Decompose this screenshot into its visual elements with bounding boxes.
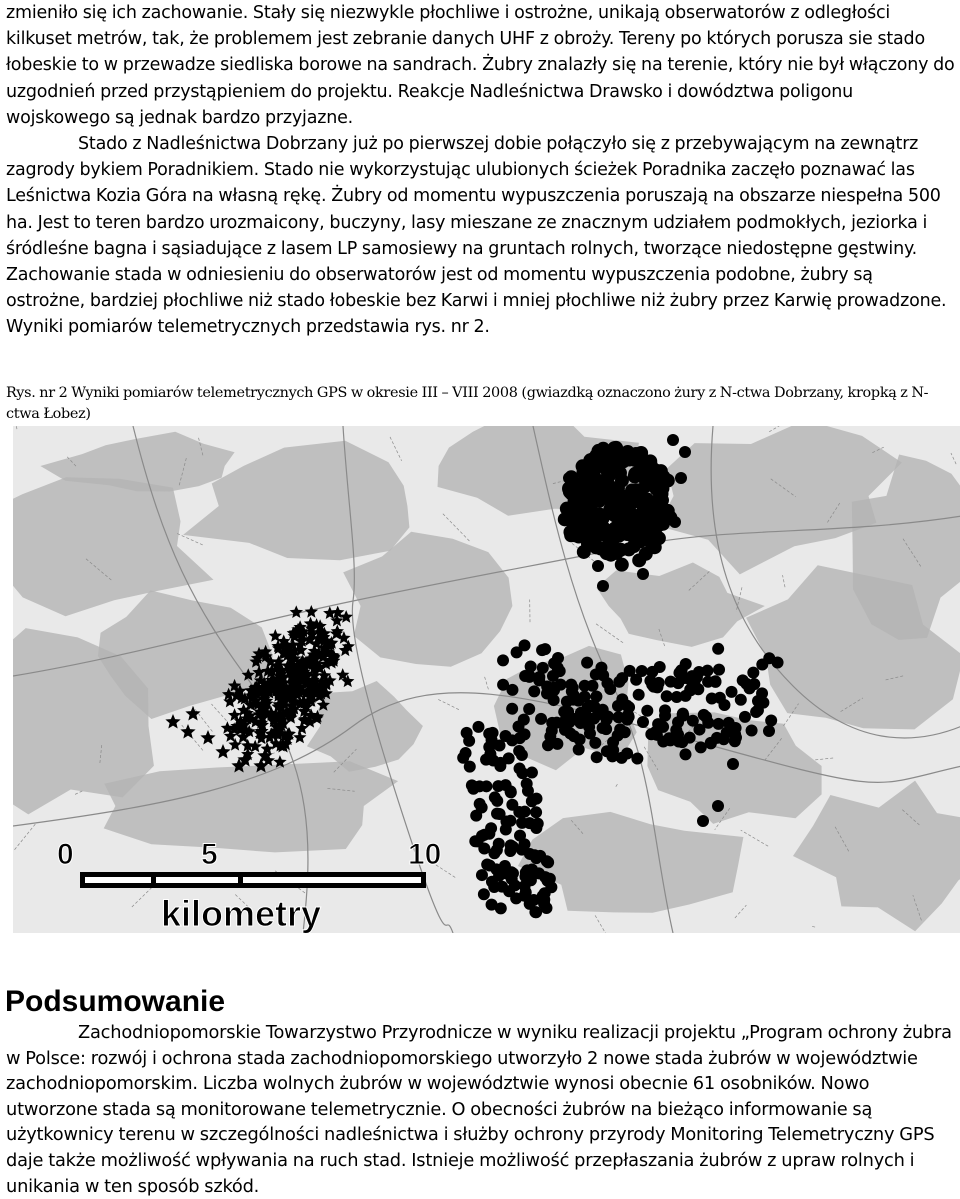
gps-dot (575, 707, 587, 719)
track (951, 453, 956, 464)
gps-dot (535, 713, 547, 725)
summary-heading: Podsumowanie (5, 985, 226, 1018)
intro-paragraph: zmieniło się ich zachowanie. Stały się niezwykle płochliwe i ostrożne, unikają obserwatorów z odległości kilkuset metrów, tak, że problemem jest zebranie danych UHF z obroży. Tereny po których porusza sie stado łobeskie to w przewadze siedliska borowe na sandrach. Żubry znalazły się na terenie, który nie był włączony do uzgodnień przed przystąpieniem do projektu. Reakcje Nadleśnictwa Drawsko i dowództwa poligonu wojskowego są jednak bardzo przyjazne. (6, 3, 955, 128)
track (13, 426, 17, 429)
track (211, 704, 226, 721)
gps-dot (506, 703, 518, 715)
gps-dot (589, 737, 601, 749)
gps-dot (577, 528, 591, 542)
gps-dot (461, 727, 473, 739)
gps-dot (765, 714, 777, 726)
gps-dot (539, 643, 551, 655)
gps-dot (497, 679, 509, 691)
gps-dot (579, 510, 593, 524)
gps-dot (712, 800, 724, 812)
gps-dot (633, 689, 645, 701)
gps-star (261, 742, 274, 755)
gps-star (290, 605, 303, 618)
gps-dot (631, 753, 643, 765)
track (595, 915, 611, 933)
gps-dot (483, 728, 495, 740)
track (390, 437, 402, 461)
track (783, 575, 785, 587)
gps-dot (562, 706, 574, 718)
gps-dot (526, 795, 538, 807)
gps-dot (594, 474, 608, 488)
gps-dot (726, 686, 738, 698)
gps-dot (492, 780, 504, 792)
gps-dot (472, 721, 484, 733)
gps-dot (511, 646, 523, 658)
figure-caption: Rys. nr 2 Wyniki pomiarów telemetrycznych GPS w okresie III – VIII 2008 (gwiazdką oznaczono żury z N-ctwa Dobrzany, kropką z N-ctwa Łobez) (6, 385, 929, 422)
track (443, 514, 470, 541)
body-text-block (6, 0, 956, 341)
gps-dot (679, 748, 691, 760)
gps-star (305, 605, 318, 618)
gps-dot (669, 516, 681, 528)
gps-dot (752, 695, 764, 707)
gps-dot (506, 799, 518, 811)
gps-dot (747, 667, 759, 679)
gps-dot (763, 652, 775, 664)
gps-dot (607, 541, 621, 555)
gps-star (185, 706, 200, 721)
gps-dot (519, 670, 531, 682)
gps-dot (510, 892, 522, 904)
gps-dot (705, 737, 717, 749)
gps-dot (559, 724, 571, 736)
gps-dot (542, 739, 554, 751)
forest-area (13, 477, 214, 616)
gps-dot (496, 881, 508, 893)
gps-dot (632, 553, 646, 567)
track (437, 699, 459, 710)
gps-dot (721, 727, 733, 739)
scale-label-0: 0 (57, 838, 74, 871)
gps-dot (676, 736, 688, 748)
gps-dot (542, 856, 554, 868)
gps-dot (621, 700, 633, 712)
gps-dot (530, 806, 542, 818)
gps-dot (697, 815, 709, 827)
dobrzany-paragraph: Stado z Nadleśnictwa Dobrzany już po pierwszej dobie połączyło się z przebywającym na zewnątrz zagrody bykiem Poradnikiem. Stado nie wykorzystując ulubionych ścieżek Poradnika zaczęło poznawać las Leśnictwa Kozia Góra na własną rękę. Żubry od momentu wypuszczenia poruszają na obszarze niespełna 500 ha. Jest to teren bardzo urozmaicony, buczyny, lasy mieszane ze znacznym udziałem podmokłych, jeziorka i śródleśne bagna i sąsiadujące z lasem LP samosiewy na gruntach rolnych, tworzące niedostępne gęstwiny. Zachowanie stada w odniesieniu do obserwatorów jest od momentu wypuszczenia podobne, żubry są ostrożne, bardziej płochliwe niż stado łobeskie bez Karwi i mniej płochliwe niż żubry przez Karwię prowadzone. (6, 134, 947, 312)
gps-dot (748, 678, 760, 690)
gps-dot (567, 682, 579, 694)
results-line: Wyniki pomiarów telemetrycznych przedstawia rys. nr 2. (6, 317, 490, 338)
gps-dot (483, 828, 495, 840)
gps-dot (621, 714, 633, 726)
gps-dot (665, 676, 677, 688)
gps-dot (592, 560, 604, 572)
gps-dot (646, 679, 658, 691)
scale-label-5: 5 (201, 838, 218, 871)
track (485, 677, 489, 690)
gps-dot (466, 779, 478, 791)
gps-dot (505, 785, 517, 797)
gps-dot (641, 527, 655, 541)
scale-bar-segment (156, 877, 238, 883)
gps-dot (636, 665, 648, 677)
gps-dot (621, 495, 635, 509)
track (595, 623, 623, 643)
gps-dot (616, 672, 628, 684)
gps-dot (574, 733, 586, 745)
gps-dot (519, 806, 531, 818)
gps-dot (693, 724, 705, 736)
gps-dot (491, 808, 503, 820)
gps-dot (586, 680, 598, 692)
gps-dot (675, 668, 687, 680)
gps-dot (621, 748, 633, 760)
gps-dot (513, 721, 525, 733)
gps-dot (618, 451, 632, 465)
gps-dot (667, 434, 679, 446)
gps-dot (516, 767, 528, 779)
gps-dot (514, 830, 526, 842)
gps-dot (563, 472, 575, 484)
gps-dot (718, 699, 730, 711)
gps-dot (588, 713, 600, 725)
gps-dot (597, 722, 609, 734)
gps-dot (739, 711, 751, 723)
scale-bar (57, 838, 441, 933)
gps-dot (491, 795, 503, 807)
gps-dot (713, 664, 725, 676)
gps-dot (657, 721, 669, 733)
summary-block (6, 1020, 956, 1199)
gps-dot (537, 890, 549, 902)
gps-star (215, 744, 230, 759)
gps-dot (641, 705, 653, 717)
gps-dot (664, 734, 676, 746)
gps-dot (546, 725, 558, 737)
forest-area (104, 761, 398, 852)
summary-paragraph: Zachodniopomorskie Towarzystwo Przyrodnicze w wyniku realizacji projektu „Program ochrony żubra w Polsce: rozwój i ochrona stada zachodniopomorskiego utworzyło 2 nowe stada żubrów w województwie zachodniopomorskim. Liczba wolnych żubrów w województwie wynosi obecnie 61 osobników. Nowo utworzone stada są monitorowane telemetrycznie. O obecności żubrów na bieżąco informowanie są użytkownicy terenu w szczególności nadleśnictwa i służby ochrony przyrody Monitoring Telemetryczny GPS daje także możliwość wpływania na ruch stad. Istnieje możliwość przepłaszania żubrów z upraw rolnych i unikania w ten sposób szkód. (6, 1022, 952, 1197)
gps-dot (532, 818, 544, 830)
gps-dot (597, 580, 609, 592)
gps-dot (476, 802, 488, 814)
gps-dot (712, 718, 724, 730)
gps-dot (627, 539, 641, 553)
gps-dot (533, 674, 545, 686)
gps-dot (607, 736, 619, 748)
gps-dot (702, 676, 714, 688)
gps-dot (569, 495, 583, 509)
gps-dot (500, 823, 512, 835)
gps-dot (524, 848, 536, 860)
track (616, 783, 618, 786)
gps-dot (763, 725, 775, 737)
gps-dot (735, 694, 747, 706)
track (741, 830, 768, 846)
gps-dot (727, 758, 739, 770)
gps-dot (514, 732, 526, 744)
gps-dot (524, 898, 536, 910)
gps-dot (493, 870, 505, 882)
gps-dot (457, 752, 469, 764)
gps-dot (659, 704, 671, 716)
forest-area (793, 781, 960, 932)
scale-label-10: 10 (408, 838, 442, 871)
track (735, 905, 746, 918)
gps-dot (547, 670, 559, 682)
track (811, 926, 815, 927)
forest-area (596, 563, 764, 647)
telemetry-map-svg (13, 426, 960, 933)
gps-dot (507, 867, 519, 879)
gps-star (165, 714, 180, 729)
gps-dot (486, 899, 498, 911)
gps-dot (592, 451, 606, 465)
track (15, 822, 37, 849)
gps-dot (494, 740, 506, 752)
gps-dot (548, 694, 560, 706)
gps-dot (654, 470, 668, 484)
gps-dot (528, 685, 540, 697)
track (815, 758, 834, 760)
gps-dot (637, 568, 649, 580)
gps-dot (691, 671, 703, 683)
gps-dot (737, 674, 749, 686)
gps-dot (533, 867, 545, 879)
gps-dot (507, 841, 519, 853)
gps-dot (469, 835, 481, 847)
gps-dot (698, 709, 710, 721)
gps-dot (493, 838, 505, 850)
gps-star (200, 730, 215, 745)
gps-dot (516, 817, 528, 829)
gps-dot (523, 703, 535, 715)
gps-dot (497, 654, 509, 666)
gps-dot (521, 778, 533, 790)
gps-dot (563, 525, 577, 539)
gps-dot (602, 710, 614, 722)
gps-dot (746, 724, 758, 736)
gps-dot (635, 460, 649, 474)
telemetry-map (13, 426, 960, 933)
gps-dot (614, 723, 626, 735)
gps-dot (476, 869, 488, 881)
gps-dot (591, 751, 603, 763)
gps-dot (637, 716, 649, 728)
gps-dot (601, 677, 613, 689)
scale-unit-label: kilometry (161, 893, 322, 933)
gps-dot (480, 780, 492, 792)
gps-dot (537, 662, 549, 674)
gps-dot (612, 512, 626, 526)
gps-dot (645, 540, 659, 554)
gps-dot (625, 483, 639, 497)
gps-dot (606, 750, 618, 762)
gps-dot (679, 446, 691, 458)
gps-dot (680, 690, 692, 702)
gps-dot (540, 902, 552, 914)
gps-dot (581, 657, 593, 669)
gps-dot (478, 888, 490, 900)
gps-dot (712, 643, 724, 655)
gps-dot (605, 457, 619, 471)
gps-dot (597, 522, 611, 536)
gps-dot (677, 710, 689, 722)
gps-dot (495, 757, 507, 769)
gps-dot (626, 508, 640, 522)
scale-bar-segment (243, 877, 421, 883)
gps-dot (654, 661, 666, 673)
gps-dot (516, 749, 528, 761)
gps-dot (634, 446, 648, 460)
gps-dot (552, 652, 564, 664)
scale-bar-segment (85, 877, 151, 883)
gps-dot (661, 690, 673, 702)
gps-dot (675, 472, 687, 484)
